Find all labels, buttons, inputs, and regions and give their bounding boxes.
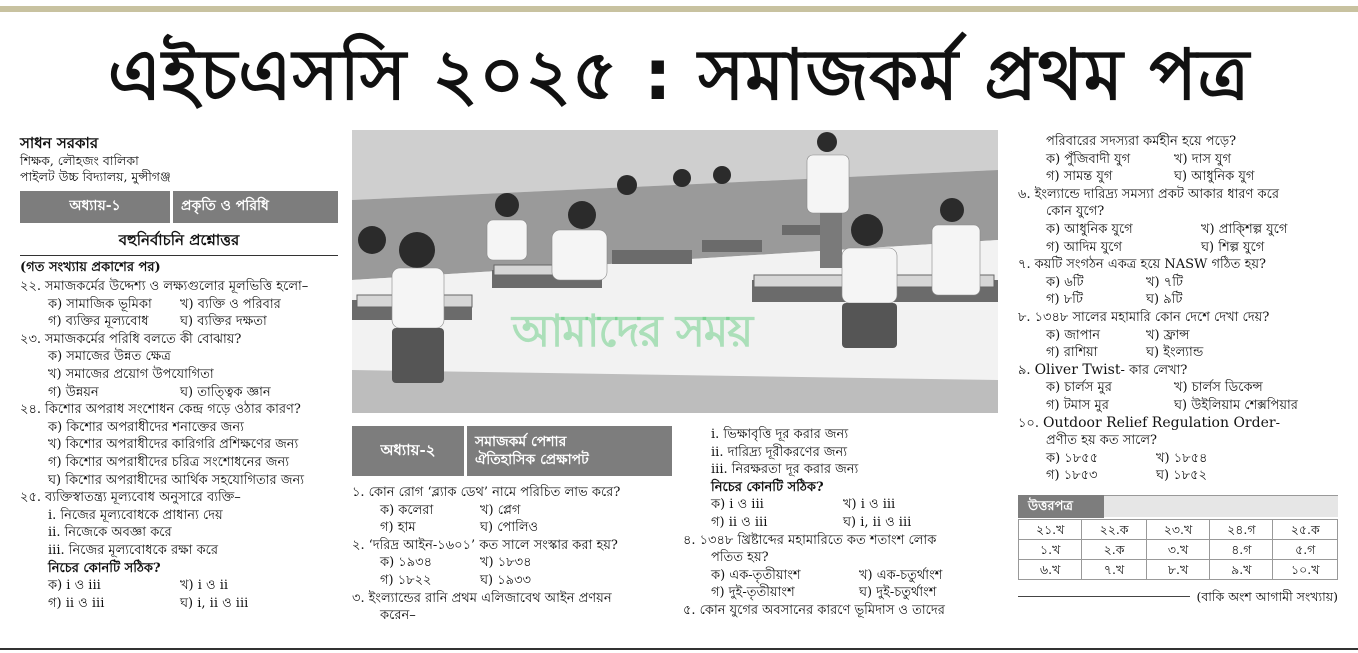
answer-row	[1019, 519, 1338, 539]
statement: i. ভিক্ষাবৃত্তি দূর করার জন্য	[711, 427, 849, 442]
options-row: ক) i ও iii খ) i ও iii	[711, 497, 896, 513]
chapter-2-label: অধ্যায়-২	[352, 426, 464, 476]
question-25: ২৫. ব্যক্তিস্বাতন্ত্র্য মূল্যবোধ অনুসারে ব্যক্তি–	[20, 490, 241, 506]
options-row: গ) ii ও iii ঘ) i, ii ও iii	[711, 514, 912, 530]
watermark-logo: আমাদের সময়	[512, 306, 753, 357]
question-1: ১. কোন রোগ ‘ব্ল্যাক ডেথ’ নামে পরিচিত লাভ করে?	[352, 485, 621, 500]
chapter-1-label: অধ্যায়-১	[20, 191, 170, 223]
options-row: ক) আধুনিক যুগে খ) প্রাক্শিল্প যুগে	[1046, 221, 1288, 237]
options-row: ক) পুঁজিবাদী যুগ খ) দাস যুগ	[1046, 151, 1232, 167]
bottom-rule	[0, 648, 1358, 650]
answer-cell: ৮.খ	[1146, 559, 1209, 579]
question-24: ২৪. কিশোর অপরাধ সংশোধন কেন্দ্র গড়ে ওঠার কারণ?	[20, 402, 301, 418]
answer-cell: ২.ক	[1082, 539, 1147, 559]
chapter-1-title: প্রকৃতি ও পরিধি	[173, 191, 338, 223]
option: ক) সমাজের উন্নত ক্ষেত্র	[48, 349, 171, 365]
question-9: ৯. Oliver Twist - কার লেখা?	[1018, 361, 1188, 378]
answer-key-header	[1018, 495, 1338, 517]
option: খ) সমাজের প্রয়োগ উপযোগিতা	[48, 366, 214, 382]
options-row: ক) কলেরা খ) প্লেগ	[380, 502, 521, 518]
answer-cell: ৬.খ	[1019, 559, 1082, 579]
options-row: গ) টমাস মুর ঘ) উইলিয়াম শেক্সপিয়ার	[1046, 397, 1298, 413]
options-row: ক) ১৮৫৫ খ) ১৮৫৪	[1046, 450, 1208, 466]
chapter-1-banner	[20, 191, 338, 223]
question-2: ২. ‘দরিদ্র আইন-১৬০১’ কত সালে সংস্কার করা হয়?	[352, 537, 618, 553]
answer-row	[1019, 559, 1338, 579]
chapter-2-banner	[352, 426, 672, 476]
question-5: ৫. কোন যুগের অবসানের কারণে ভূমিদাস ও তাদের	[683, 602, 945, 618]
options-row: গ) রাশিয়া ঘ) ইংল্যান্ড	[1046, 345, 1204, 361]
options-row: ক) ১৯৩৪ খ) ১৮৩৪	[380, 555, 532, 571]
options-row: গ) ১৮২২ ঘ) ১৯৩৩	[380, 572, 532, 588]
question-8: ৮. ১৩৪৮ সালের মহামারি কোন দেশে দেখা দেয়?	[1018, 309, 1270, 325]
options-row: ক) i ও iii খ) i ও ii	[48, 578, 229, 594]
question-10-cont: প্রণীত হয় কত সালে?	[1046, 433, 1158, 449]
chapter-2-title: সমাজকর্ম পেশার ঐতিহাসিক প্রেক্ষাপট	[467, 426, 672, 476]
options-row: গ) উন্নয়ন ঘ) তাত্ত্বিক জ্ঞান	[48, 384, 271, 400]
options-row: গ) দুই-তৃতীয়াংশ ঘ) দুই-চতুর্থাংশ	[711, 585, 937, 601]
continued-footnote: (বাকি অংশ আগামী সংখ্যায়)	[1018, 588, 1338, 606]
option: গ) কিশোর অপরাধীদের চরিত্র সংশোধনের জন্য	[48, 454, 290, 470]
which-correct: নিচের কোনটি সঠিক?	[48, 560, 161, 576]
answer-cell: ২১.খ	[1019, 519, 1082, 539]
option: ক) কিশোর অপরাধীদের শনাক্তের জন্য	[48, 419, 244, 435]
options-row: ক) সামাজিক ভূমিকা খ) ব্যক্তি ও পরিবার	[48, 296, 281, 312]
answer-cell: ৯.খ	[1210, 559, 1273, 579]
options-row: গ) আদিম যুগে ঘ) শিল্প যুগে	[1046, 239, 1265, 255]
answer-cell: ২৪.গ	[1210, 519, 1273, 539]
answer-cell: ২৩.খ	[1146, 519, 1209, 539]
options-row: ক) ৬টি খ) ৭টি	[1046, 274, 1183, 290]
options-row: গ) ১৮৫৩ ঘ) ১৮৫২	[1046, 468, 1207, 484]
author-affiliation-1: শিক্ষক, লৌহজং বালিকা	[20, 153, 139, 168]
answer-row	[1019, 539, 1338, 559]
column-1	[20, 133, 338, 612]
question-6-cont: কোন যুগে?	[1046, 204, 1105, 220]
options-row: গ) সামন্ত যুগ ঘ) আধুনিক যুগ	[1046, 169, 1255, 185]
option: খ) কিশোর অপরাধীদের কারিগরি প্রশিক্ষণের জন্য	[48, 437, 299, 453]
answer-cell: ২৫.ক	[1273, 519, 1338, 539]
answer-table	[1018, 519, 1338, 580]
which-correct: নিচের কোনটি সঠিক?	[711, 479, 824, 495]
statement: ii. দারিদ্র্য দূরীকরণের জন্য	[711, 444, 848, 460]
option: ঘ) কিশোর অপরাধীদের আর্থিক সহযোগিতার জন্য	[48, 472, 304, 488]
question-10: ১০. Outdoor Relief Regulation Order -	[1018, 414, 1280, 431]
answer-cell: ১.খ	[1019, 539, 1082, 559]
statement: iii. নিজের মূল্যবোধকে রক্ষা করে	[48, 542, 219, 558]
options-row: ক) এক-তৃতীয়াংশ খ) এক-চতুর্থাংশ	[711, 567, 943, 583]
statement: ii. নিজেকে অবজ্ঞা করে	[48, 525, 172, 541]
answer-cell: ৫.গ	[1273, 539, 1338, 559]
column-2	[352, 426, 672, 625]
top-rule	[0, 6, 1358, 12]
mcq-heading: বহুনির্বাচনি প্রশ্নোত্তর	[118, 231, 240, 249]
question-5-cont: পরিবারের সদস্যরা কর্মহীন হয়ে পড়ে?	[1046, 134, 1237, 149]
question-23: ২৩. সমাজকর্মের পরিধি বলতে কী বোঝায়?	[20, 331, 242, 347]
answer-cell: ৭.খ	[1082, 559, 1147, 579]
question-3-cont: করেন–	[380, 608, 416, 624]
divider	[20, 255, 338, 256]
question-4-cont: পতিত হয়?	[711, 550, 769, 566]
question-7: ৭. কয়টি সংগঠন একত্র হয়ে NASW গঠিত হয়?	[1018, 257, 1267, 273]
author-affiliation-2: পাইলট উচ্চ বিদ্যালয়, মুন্সীগঞ্জ	[20, 169, 171, 184]
exam-hall-photo	[352, 130, 998, 413]
question-3: ৩. ইংল্যান্ডের রানি প্রথম এলিজাবেথ আইন প্রণয়ন	[352, 590, 612, 606]
options-row: ক) চার্লস মুর খ) চার্লস ডিকেন্স	[1046, 380, 1263, 396]
answer-cell: ২২.ক	[1082, 519, 1147, 539]
page-headline: এইচএসসি ২০২৫ : সমাজকর্ম প্রথম পত্র	[107, 34, 1251, 116]
options-row: গ) ৮টি ঘ) ৯টি	[1046, 292, 1183, 308]
column-3	[683, 426, 1008, 620]
question-6: ৬. ইংল্যান্ডে দারিদ্র্য সমস্যা প্রকট আকার ধারণ করে	[1018, 186, 1279, 202]
options-row: ক) জাপান খ) ফ্রান্স	[1046, 327, 1190, 343]
answer-cell: ১০.খ	[1273, 559, 1338, 579]
question-4: ৪. ১৩৪৮ খ্রিষ্টাব্দের মহামারিতে কত শতাংশ লোক	[683, 532, 937, 548]
options-row: গ) হাম ঘ) পোলিও	[380, 520, 539, 536]
answer-key-title: উত্তরপত্র	[1018, 495, 1104, 519]
options-row: গ) ব্যক্তির মূল্যবোধ ঘ) ব্যক্তির দক্ষতা	[48, 314, 267, 330]
question-22: ২২. সমাজকর্মের উদ্দেশ্য ও লক্ষ্যগুলোর মূলভিত্তি হলো–	[20, 279, 309, 294]
answer-cell: ৩.খ	[1146, 539, 1209, 559]
answer-key	[1018, 495, 1338, 580]
statement: iii. নিরক্ষরতা দূর করার জন্য	[711, 462, 859, 478]
continued-note: (গত সংখ্যায় প্রকাশের পর)	[20, 260, 161, 275]
options-row: গ) ii ও iii ঘ) i, ii ও iii	[48, 595, 249, 611]
answer-cell: ৪.গ	[1210, 539, 1273, 559]
author-name: সাধন সরকার	[20, 134, 99, 152]
column-4	[1018, 133, 1338, 605]
statement: i. নিজের মূল্যবোধকে প্রাধান্য দেয়	[48, 507, 223, 523]
